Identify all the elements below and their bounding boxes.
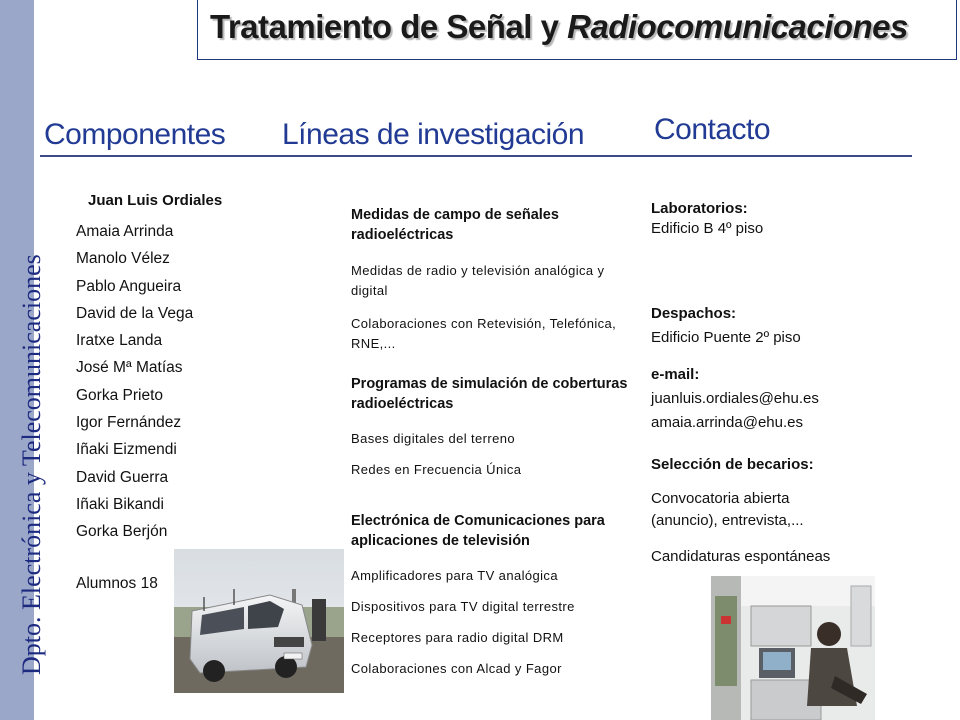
title-box [197,0,957,60]
grants-line: (anuncio), entrevista,... [651,512,804,529]
research-topic-item: Colaboraciones con Retevisión, Telefónica, RNE,... [351,316,617,351]
spontaneous-applications: Candidaturas espontáneas [651,548,831,565]
students-count: Alumnos 18 [76,575,158,592]
member-item: Manolo Vélez [76,250,170,268]
research-topic-item: Redes en Frecuencia Única [351,462,522,477]
research-topic-item: Dispositivos para TV digital terrestre [351,599,575,614]
title-emphasis: Radiocomunicaciones [567,8,908,45]
labs-value: Edificio B 4º piso [651,220,764,237]
member-item: José Mª Matías [76,359,183,377]
van-interior-photo [711,576,875,720]
email-address[interactable]: amaia.arrinda@ehu.es [651,414,803,431]
research-topic-item: Medidas de radio y televisión analógica y digital [351,263,605,298]
member-item: Iñaki Eizmendi [76,441,177,459]
member-item: David Guerra [76,468,169,486]
research-topic-title: Programas de simulación de coberturas radioeléctricas [351,376,628,412]
research-topic-item: Receptores para radio digital DRM [351,630,564,645]
member-item: Gorka Prieto [76,386,164,404]
contact-heading: Contacto [654,113,771,146]
email-address[interactable]: juanluis.ordiales@ehu.es [651,390,819,407]
member-item: Pablo Angueira [76,277,182,295]
group-lead: Juan Luis Ordiales [88,192,223,209]
member-item: Iratxe Landa [76,332,163,350]
components-heading: Componentes [44,118,226,151]
measurement-van-photo [174,549,344,693]
member-item: Igor Fernández [76,414,182,432]
member-list [76,222,193,550]
member-item: Gorka Berjón [76,523,168,541]
research-topic-title: Electrónica de Comunicaciones para aplicaciones de televisión [351,513,605,549]
member-item: Iñaki Bikandi [76,495,164,513]
labs-label: Laboratorios: [651,200,748,217]
title-plain: Tratamiento de Señal y [210,8,568,45]
sidebar [0,0,46,720]
member-item: David de la Vega [76,304,194,322]
grants-line: Convocatoria abierta [651,490,790,507]
research-topic-item: Amplificadores para TV analógica [351,568,558,583]
member-item: Amaia Arrinda [76,223,174,240]
offices-value: Edificio Puente 2º piso [651,329,801,346]
offices-label: Despachos: [651,305,737,322]
email-label: e-mail: [651,366,700,383]
heading-divider [40,155,912,157]
slide-title [210,8,908,46]
research-topic-title: Medidas de campo de señales radioeléctricas [351,207,559,243]
grants-label: Selección de becarios: [651,456,814,473]
department-label: Dpto. Electrónica y Telecomunicaciones [17,254,46,675]
research-heading: Líneas de investigación [282,118,585,151]
research-topic-item: Colaboraciones con Alcad y Fagor [351,661,562,676]
research-topic-item: Bases digitales del terreno [351,431,516,446]
